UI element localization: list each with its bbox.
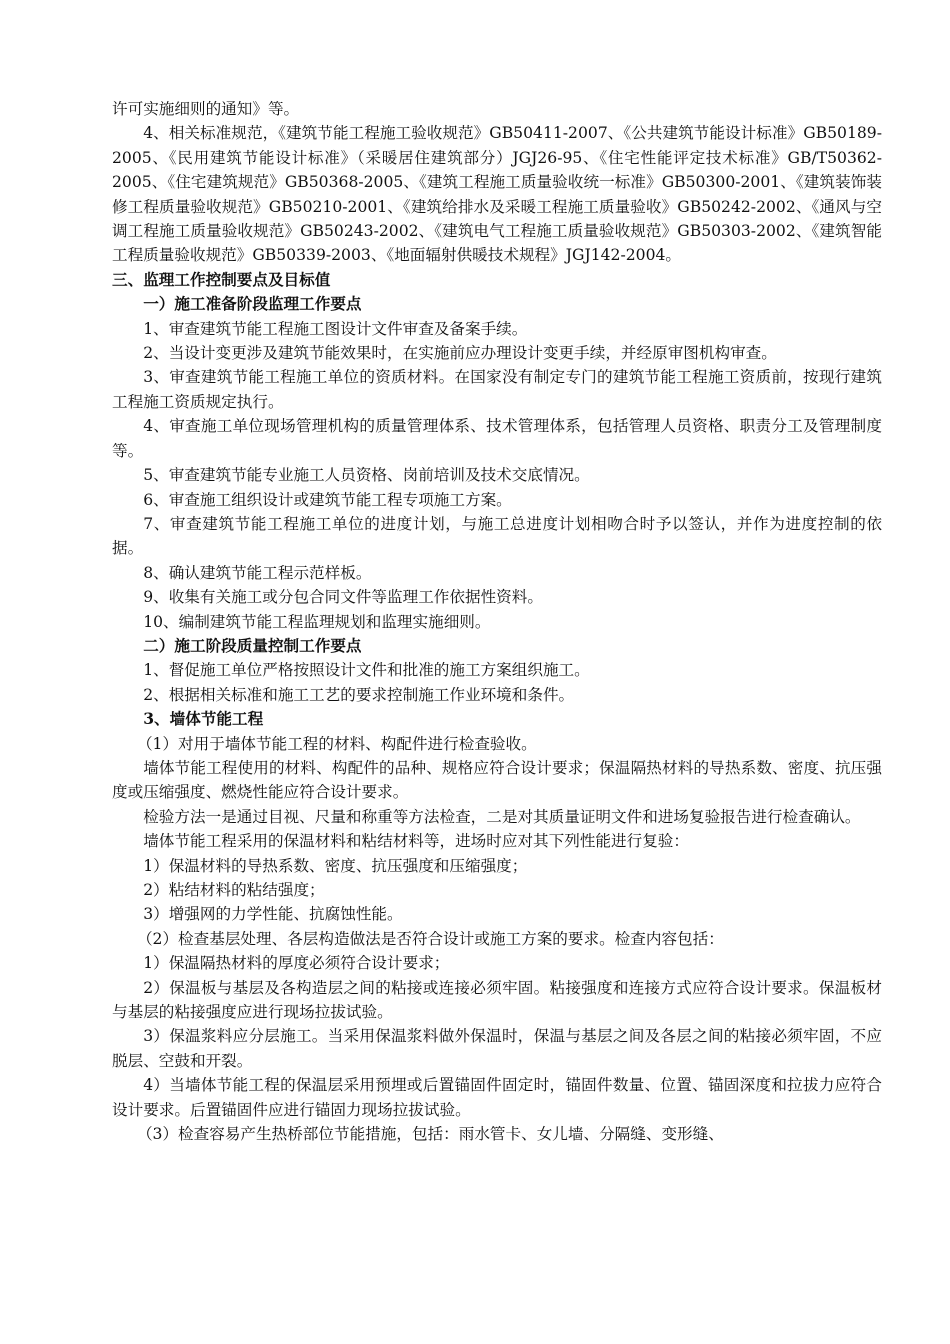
list-item: 1、审查建筑节能工程施工图设计文件审查及备案手续。 bbox=[143, 319, 528, 338]
sub-item: （1）对用于墙体节能工程的材料、构配件进行检查验收。 bbox=[136, 734, 537, 753]
list-item: 10、编制建筑节能工程监理规划和监理实施细则。 bbox=[143, 612, 491, 631]
item-heading: 3、墙体节能工程 bbox=[143, 709, 264, 729]
list-item: 2）保温板与基层及各构造层之间的粘接或连接必须牢固。粘接强度和连接方式应符合设计要求。保温板材与基层的粘接强度应进行现场拉拔试验。 bbox=[112, 978, 882, 1022]
list-item: 4、审查施工单位现场管理机构的质量管理体系、技术管理体系，包括管理人员资格、职责分工及管理制度等。 bbox=[112, 417, 882, 460]
list-item: 2、根据相关标准和施工工艺的要求控制施工作业环境和条件。 bbox=[143, 685, 575, 704]
list-item: 4）当墙体节能工程的保温层采用预埋或后置锚固件固定时，锚固件数量、位置、锚固深度和拉拔力应符合设计要求。后置锚固件应进行锚固力现场拉拔试验。 bbox=[112, 1076, 882, 1119]
paragraph-continuation: 许可实施细则的通知》等。 bbox=[112, 100, 300, 118]
subsection-heading: 二）施工阶段质量控制工作要点 bbox=[143, 635, 362, 655]
list-item: 3、审查建筑节能工程施工单位的资质材料。在国家没有制定专门的建筑节能工程施工资质前，按现行建筑工程施工资质规定执行。 bbox=[112, 368, 882, 411]
list-item: 7、审查建筑节能工程施工单位的进度计划，与施工总进度计划相吻合时予以签认，并作为进度控制的依据。 bbox=[112, 514, 882, 558]
list-item: 9、收集有关施工或分包合同文件等监理工作依据性资料。 bbox=[143, 588, 543, 607]
list-item: 2）粘结材料的粘结强度； bbox=[143, 881, 325, 899]
list-item: 6、审查施工组织设计或建筑节能工程专项施工方案。 bbox=[143, 490, 512, 509]
document-body bbox=[112, 97, 882, 1146]
list-item: 8、确认建筑节能工程示范样板。 bbox=[143, 563, 372, 582]
list-item: 3）增强网的力学性能、抗腐蚀性能。 bbox=[143, 905, 403, 924]
list-item: 5、审查建筑节能专业施工人员资格、岗前培训及技术交底情况。 bbox=[143, 466, 590, 485]
list-item: 2、当设计变更涉及建筑节能效果时，在实施前应办理设计变更手续，并经原审图机构审查。 bbox=[143, 344, 777, 363]
list-item: 3）保温浆料应分层施工。当采用保温浆料做外保温时，保温与基层之间及各层之间的粘接必须牢固，不应脱层、空鼓和开裂。 bbox=[112, 1027, 882, 1070]
subsection-heading: 一）施工准备阶段监理工作要点 bbox=[143, 294, 362, 314]
sub-item: （2）检查基层处理、各层构造做法是否符合设计或施工方案的要求。检查内容包括： bbox=[136, 929, 724, 948]
paragraph-standards-list: 4、相关标准规范，《建筑节能工程施工验收规范》GB50411-2007、《公共建筑节能设计标准》GB50189-2005、《民用建筑节能设计标准》（采暖居住建筑部分）JGJ26-95、《住宅性能评定技术标准》GB/T50362-2005、《住宅建筑规范》GB50368-2005、《建筑工程施工质量验收统一标准》GB50300-2001、《建筑装饰装修工程质量验收规范》GB50210-2001、《建筑给排水及采暖工程施工质量验收》GB50242-2002、《通风与空调工程施工质量验收规范》GB50243-2002、《建筑电气工程施工质量验收规范》GB50303-2002、《建筑智能工程质量验收规范》GB50339-2003、《地面辐射供暖技术规程》JGJ142-2004。 bbox=[112, 124, 882, 265]
body-paragraph: 检验方法一是通过目视、尺量和称重等方法检查，二是对其质量证明文件和进场复验报告进行检查确认。 bbox=[143, 807, 861, 826]
section-heading: 三、监理工作控制要点及目标值 bbox=[112, 269, 331, 289]
list-item: 1、督促施工单位严格按照设计文件和批准的施工方案组织施工。 bbox=[143, 661, 590, 680]
sub-item: （3）检查容易产生热桥部位节能措施，包括：雨水管卡、女儿墙、分隔缝、变形缝、 bbox=[136, 1125, 724, 1144]
body-paragraph: 墙体节能工程采用的保温材料和粘结材料等，进场时应对其下列性能进行复验： bbox=[143, 832, 689, 851]
list-item: 1）保温材料的导热系数、密度、抗压强度和压缩强度； bbox=[143, 856, 528, 875]
body-paragraph: 墙体节能工程使用的材料、构配件的品种、规格应符合设计要求；保温隔热材料的导热系数、密度、抗压强度或压缩强度、燃烧性能应符合设计要求。 bbox=[112, 758, 882, 802]
list-item: 1）保温隔热材料的厚度必须符合设计要求； bbox=[143, 954, 450, 973]
